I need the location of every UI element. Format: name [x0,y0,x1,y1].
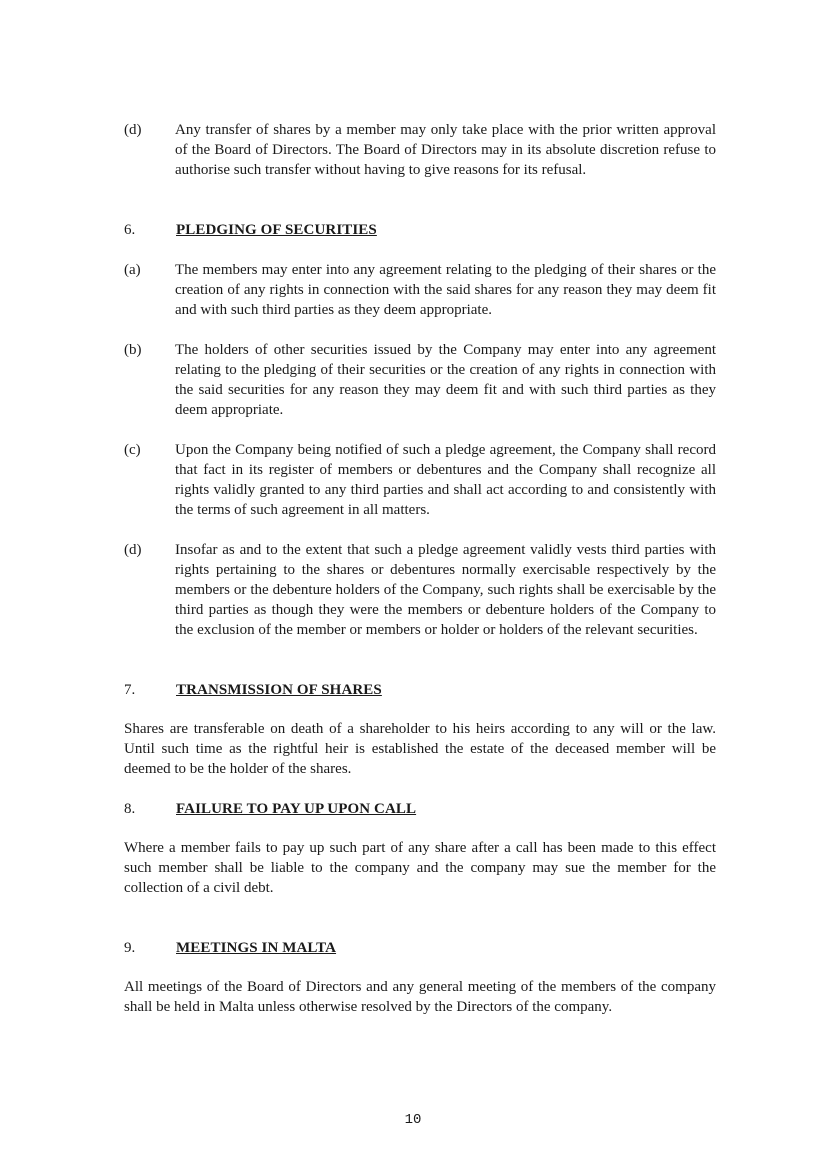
item-label: (d) [124,122,142,138]
clause-8-text: Where a member fails to pay up such part of any share after a call has been made to this effect such member shall be liable to the company and the company may sue the member for the collection of a civil debt. [124,840,716,896]
section-number: 9. [124,940,136,956]
item-text: Upon the Company being notified of such a pledge agreement, the Company shall record that fact in its register of members or debentures and the Company shall recognize all rights validly granted to any third parties and shall act according to and consistently with the terms of such agreement in all matters. [175,442,716,518]
item-label: (d) [124,542,142,558]
item-label: (b) [124,342,142,358]
section-title: FAILURE TO PAY UP UPON CALL [176,801,417,817]
section-number: 6. [124,222,136,238]
section-title: MEETINGS IN MALTA [176,940,337,956]
clause-7-text: Shares are transferable on death of a shareholder to his heirs according to any will or the law. Until such time as the rightful heir is established the estate of the deceased member will be deemed to be the holder of the shares. [124,721,716,777]
item-text: The holders of other securities issued by the Company may enter into any agreement relating to the pledging of their securities or the creation of any rights in connection with the said securities for any reason they may deem fit and with such third parties as they deem appropriate. [175,342,716,418]
section-title: PLEDGING OF SECURITIES [176,222,377,238]
clause-9-text: All meetings of the Board of Directors and any general meeting of the members of the company shall be held in Malta unless otherwise resolved by the Directors of the company. [124,979,716,1015]
section-number: 8. [124,801,136,817]
item-label: (c) [124,442,141,458]
section-number: 7. [124,682,136,698]
section-title: TRANSMISSION OF SHARES [176,682,382,698]
item-text: Any transfer of shares by a member may only take place with the prior written approval of the Board of Directors. The Board of Directors may in its absolute discretion refuse to authorise such transfer without having to give reasons for its refusal. [175,122,716,178]
item-text: Insofar as and to the extent that such a pledge agreement validly vests third parties with rights pertaining to the shares or debentures normally exercisable respectively by the members or the debenture holders of the Company, such rights shall be exercisable by the third parties as though they were the members or debenture holders of the Company to the exclusion of the member or members or holder or holders of the relevant securities. [175,542,716,638]
page-number: 10 [404,1112,422,1128]
item-text: The members may enter into any agreement relating to the pledging of their shares or the creation of any rights in connection with the said shares for any reason they may deem fit and with such third parties as they deem appropriate. [175,262,716,318]
item-label: (a) [124,262,141,278]
